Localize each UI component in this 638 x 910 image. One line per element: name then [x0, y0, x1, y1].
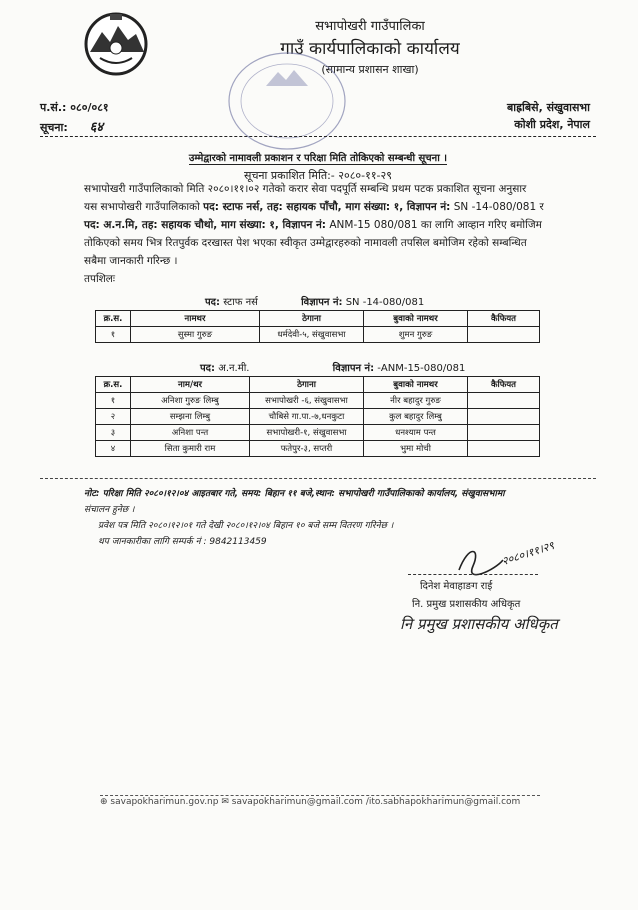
cell-sn: ३: [96, 425, 131, 441]
body-line-2: यस सभापोखरी गाउँपालिकाको पद: स्टाफ नर्स, तह: सहायक पाँचौ, माग संख्या: १, विज्ञापन नं: SN -14-080/081 र: [84, 201, 544, 213]
footer-contact: [100, 797, 520, 807]
cell-father-name: धनश्याम पन्त: [364, 425, 468, 441]
official-stamp: नि प्रमुख प्रशासकीय अधिकृत: [400, 615, 558, 633]
col-address: ठेगाना: [250, 377, 364, 393]
notice-label: सूचना:: [40, 121, 68, 134]
col-address: ठेगाना: [260, 311, 364, 327]
cell-remarks: [468, 327, 540, 343]
address-line-2: कोशी प्रदेश, नेपाल: [514, 118, 590, 131]
table2-caption: पद: अ.न.मी. विज्ञापन नं: -ANM-15-080/081: [200, 363, 466, 374]
municipality-name: सभापोखरी गाउँपालिका: [315, 19, 425, 34]
cell-address: धर्मदेवी-५, संखुवासभा: [260, 327, 364, 343]
col-sn: क्र.स.: [96, 377, 131, 393]
body-line-4: तोकिएको समय भित्र रितपुर्वक दरखास्त पेश भएका स्वीकृत उम्मेद्वारहरुको नामावली तपसिल बमोजिम रहेको सम्बन्धित: [84, 237, 527, 249]
branch-name: (सामान्य प्रशासन शाखा): [321, 63, 419, 76]
table2-header-row: [96, 377, 540, 393]
table1-header-row: [96, 311, 540, 327]
table-row: [96, 327, 540, 343]
cell-sn: १: [96, 393, 131, 409]
address-line-1: बाह्रबिसे, संखुवासभा: [507, 101, 590, 114]
cell-address: सभापोखरी-१, संखुवासभा: [250, 425, 364, 441]
cell-address: चौबिसे गा.पा.-७,धनकुटा: [250, 409, 364, 425]
table-row: [96, 393, 540, 409]
email-link-1[interactable]: savapokharimun@gmail.com: [231, 797, 363, 807]
signature-date: २०८०।११।२९: [500, 538, 556, 569]
ref-label: प.सं.:: [40, 101, 67, 114]
table-row: [96, 409, 540, 425]
cell-father-name: नीर बहादुर गुरुङ: [364, 393, 468, 409]
col-name: नामथर: [131, 311, 260, 327]
note-line-4: थप जानकारीका लागि सम्पर्क नं : 9842113459: [98, 537, 267, 547]
cell-name: अनिशा पन्त: [131, 425, 250, 441]
notice-number: ६४: [89, 120, 104, 135]
col-father-name: बुवाको नामथर: [364, 377, 468, 393]
signatory-name: दिनेश मेवाहाङग राई: [420, 581, 493, 592]
email-link-2[interactable]: /ito.sabhapokharimun@gmail.com: [365, 797, 521, 807]
tapsil-label: तपशिलः: [84, 273, 116, 285]
cell-address: सभापोखरी -६, संखुवासभा: [250, 393, 364, 409]
office-seal-stamp: [222, 46, 352, 156]
cell-name: अनिशा गुरुङ लिम्बु: [131, 393, 250, 409]
cell-remarks: [468, 441, 540, 457]
body-line-1: सभापोखरी गाउँपालिकाको मिति २०८०।११।०२ गतेको करार सेवा पदपूर्ति सम्बन्धि प्रथम पटक प्रकाशित सूचना अनुसार: [84, 183, 527, 195]
col-name: नाम/थर: [131, 377, 250, 393]
table1-caption: पद: स्टाफ नर्स विज्ञापन नं: SN -14-080/081: [205, 297, 425, 308]
cell-sn: ४: [96, 441, 131, 457]
signature-line: [408, 574, 538, 575]
cell-father-name: भुमा मोची: [364, 441, 468, 457]
cell-father-name: कुल बहादुर लिम्बु: [364, 409, 468, 425]
cell-sn: २: [96, 409, 131, 425]
table-row: [96, 441, 540, 457]
ref-number: ०८०/०८१: [70, 101, 109, 114]
note-divider: [40, 478, 596, 479]
cell-remarks: [468, 425, 540, 441]
cell-father-name: शुमन गुरुङ: [364, 327, 468, 343]
signatory-title: नि. प्रमुख प्रशासकीय अधिकृत: [412, 599, 521, 610]
cell-name: सम्झना लिम्बु: [131, 409, 250, 425]
mail-icon: ✉: [221, 797, 229, 807]
col-father-name: बुवाको नामथर: [364, 311, 468, 327]
notice-body: [84, 180, 594, 288]
table-staff-nurse: [95, 310, 540, 343]
table-anm: [95, 376, 540, 457]
cell-address: फतेपुर-३, सप्तरी: [250, 441, 364, 457]
notice-subject: उम्मेद्वारको नामावली प्रकाशन र परिक्षा मिति तोकिएको सम्बन्धी सूचना ।: [188, 153, 448, 164]
note-line-2: संचालन हुनेछ ।: [84, 505, 135, 515]
cell-name: सुस्मा गुरुङ: [131, 327, 260, 343]
table-row: [96, 425, 540, 441]
body-line-5: सबैमा जानकारी गरिन्छ ।: [84, 255, 178, 267]
note-line-3: प्रवेश पत्र मिति २०८०।१२।०१ गते देखी २०८०।१२।०४ बिहान १० बजे सम्म वितरण गरिनेछ ।: [98, 521, 394, 531]
published-date: सूचना प्रकाशित मिति:- २०८०-११-२९: [244, 169, 392, 182]
cell-sn: १: [96, 327, 131, 343]
cell-remarks: [468, 393, 540, 409]
globe-icon: ⊕: [100, 797, 108, 807]
footer-divider: [100, 795, 540, 796]
website-link[interactable]: savapokharimun.gov.np: [110, 797, 219, 807]
note-line-1: नोट: परिक्षा मिति २०८०।१२।०४ आइतबार गते, समय: बिहान ११ बजे,स्थान: सभापोखरी गाउँपालिकाको कार्यालय, संखुवासभामा: [84, 489, 505, 499]
col-sn: क्र.स.: [96, 311, 131, 327]
office-name: गाउँ कार्यपालिकाको कार्यालय: [280, 39, 460, 59]
cell-remarks: [468, 409, 540, 425]
header-divider: [40, 136, 596, 137]
cell-name: सिता कुमारी राम: [131, 441, 250, 457]
body-line-3: पद: अ.न.मि, तह: सहायक चौथो, माग संख्या: १, विज्ञापन नं: ANM-15 080/081 का लागि आव्हान गरिए बमोजिम: [84, 219, 542, 231]
col-remarks: कैफियत: [468, 311, 540, 327]
col-remarks: कैफियत: [468, 377, 540, 393]
nepal-government-emblem-icon: [80, 8, 152, 78]
